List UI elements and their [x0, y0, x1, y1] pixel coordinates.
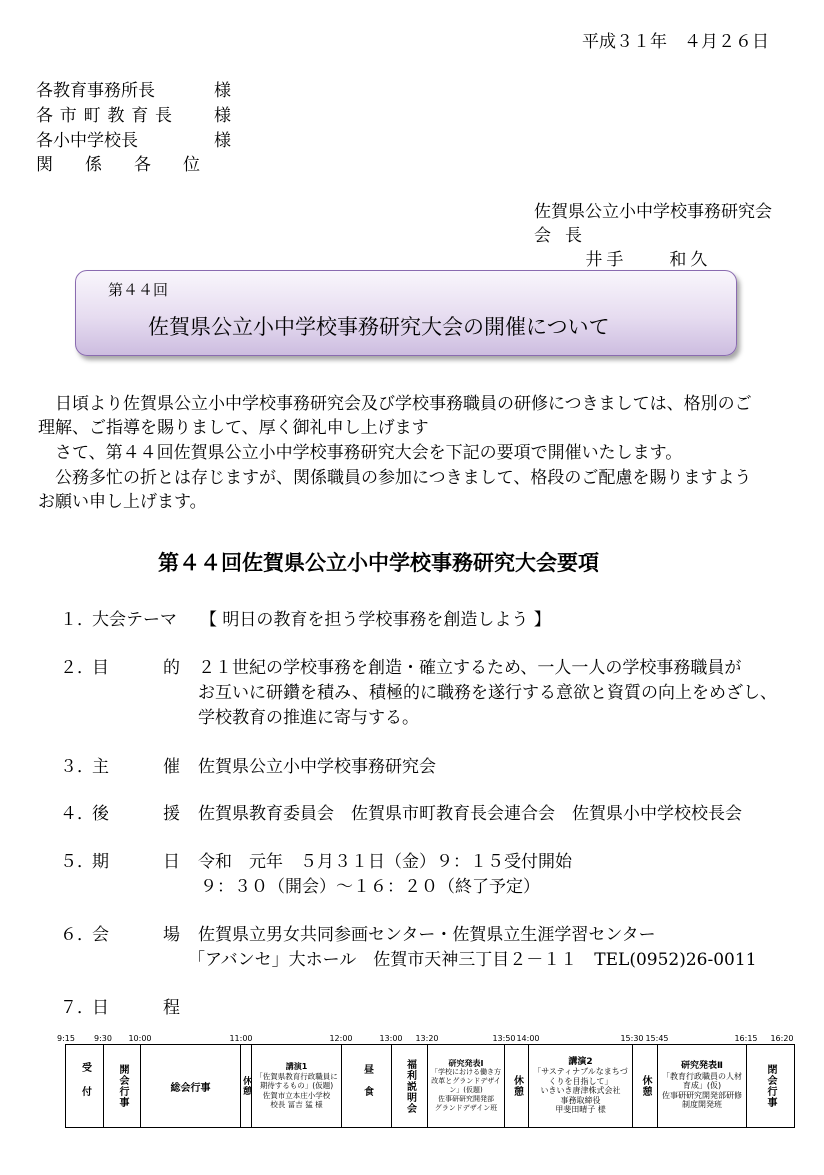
item-text: 令和 元年 ５月３１日（金）９：１５受付開始 — [198, 852, 572, 872]
body-line: 理解、ご指導を賜りまして、厚く御礼申し上げます — [38, 418, 429, 438]
cell-line: 甲斐田晴子 様 — [555, 1105, 606, 1114]
cell-text: 休憩 — [241, 1076, 251, 1096]
cell-line: 佐事研研究開発部研修制度開発班 — [662, 1090, 742, 1110]
recipient-suffix: 様 — [214, 131, 231, 151]
time-label: 10:00 — [128, 1034, 152, 1043]
schedule-cell-reception — [66, 1045, 104, 1127]
title-box — [75, 270, 737, 356]
item-number: ３． — [60, 757, 94, 777]
item-label: 期 日 — [92, 852, 180, 872]
schedule-cell-opening — [104, 1045, 141, 1127]
cell-text: 閉会行事 — [765, 1064, 776, 1108]
cell-text: 昼食 — [361, 1064, 373, 1108]
sender-name: 井手 和久 — [585, 250, 712, 270]
cell-text: 休憩 — [640, 1075, 651, 1097]
sender-line — [534, 224, 711, 272]
cell-text: 休憩 — [511, 1075, 523, 1097]
time-label: 13:00 — [379, 1034, 403, 1043]
body-line: 公務多忙の折とは存じますが、関係職員の参加につきまして、格段のご配慮を賜りますよう — [38, 468, 752, 488]
time-label: 9:30 — [94, 1034, 112, 1043]
item-number: ２． — [60, 658, 94, 678]
cell-line: 校長 冨吉 猛 様 — [270, 1100, 323, 1110]
outline-title: 第４４回佐賀県公立小中学校事務研究大会要項 — [158, 551, 599, 575]
cell-block — [658, 1062, 746, 1110]
cell-block — [428, 1059, 504, 1113]
recipient-suffix: 様 — [214, 106, 231, 126]
item-text: 佐賀県公立小中学校事務研究会 — [198, 757, 436, 777]
event-number: 第４４回 — [108, 281, 169, 299]
recipient-name: 各小中学校長 — [36, 131, 138, 151]
item-text: お互いに研鑽を積み、積極的に職務を遂行する意欲と資質の向上をめざし、 — [198, 683, 778, 703]
cell-line: 「学校における働き方改革とグランドデザイン」(仮題) — [431, 1068, 501, 1094]
cell-head: 研究発表Ⅱ — [681, 1061, 723, 1072]
item-text: 佐賀県教育委員会 佐賀県市町教育長会連合会 佐賀県小中学校校長会 — [198, 804, 742, 824]
item-label: 目 的 — [92, 658, 180, 678]
cell-text: 開会行事 — [117, 1064, 128, 1108]
time-label: 11:00 — [229, 1034, 253, 1043]
time-label: 16:15 — [734, 1034, 758, 1043]
cell-block — [252, 1062, 341, 1110]
schedule-cell-closing — [747, 1045, 793, 1127]
document-date: 平成３１年 ４月２６日 — [582, 32, 769, 52]
time-label: 15:45 — [645, 1034, 669, 1043]
schedule-cell-research-1 — [428, 1045, 505, 1127]
schedule-cell-lecture-1 — [252, 1045, 342, 1127]
schedule-cell-lunch — [342, 1045, 392, 1127]
item-number: ７． — [60, 998, 94, 1018]
item-number: ５． — [60, 852, 94, 872]
recipient-name: 各教育事務所長 — [36, 81, 155, 101]
schedule-cell-research-2 — [658, 1045, 747, 1127]
cell-block — [529, 1058, 632, 1115]
cell-head: 講演2 — [568, 1056, 593, 1067]
item-text: ２１世紀の学校事務を創造・確立するため、一人一人の学校事務職員が — [198, 658, 742, 678]
event-title: 佐賀県公立小中学校事務研究大会の開催について — [148, 315, 610, 339]
item-label: 主 催 — [92, 757, 180, 777]
item-label: 会 場 — [92, 925, 180, 945]
cell-head: 研究発表Ⅰ — [448, 1059, 484, 1068]
item-text: 【 明日の教育を担う学校事務を創造しよう 】 — [200, 610, 551, 630]
cell-line: 「佐賀県教育行政職員に期待するもの」(仮題) — [255, 1071, 338, 1091]
time-label: 9:15 — [57, 1034, 75, 1043]
cell-line: いきいき唐津株式会社 — [540, 1086, 621, 1095]
item-text: 学校教育の推進に寄与する。 — [198, 708, 419, 728]
item-label: 後 援 — [92, 804, 180, 824]
schedule-cell-break — [633, 1045, 658, 1127]
schedule-cell-break — [241, 1045, 252, 1127]
item-label: 日 程 — [92, 998, 180, 1018]
item-text: 「アバンセ」大ホール 佐賀市天神三丁目２－１１ TEL(0952)26-0011 — [188, 950, 757, 970]
recipient-name: 各 市 町 教 育 長 — [36, 106, 172, 126]
sender-org: 佐賀県公立小中学校事務研究会 — [534, 202, 772, 222]
cell-line: グランドデザイン班 — [434, 1104, 498, 1112]
cell-head: 講演1 — [285, 1062, 308, 1072]
cell-line: 佐事研研究開発部 — [438, 1095, 494, 1103]
cell-line: 事務取締役 — [560, 1095, 601, 1105]
schedule-cell-general-meeting — [141, 1045, 241, 1127]
time-label: 15:30 — [620, 1034, 644, 1043]
item-text: ９：３０（開会）～１６：２０（終了予定） — [200, 877, 540, 897]
schedule-cell-welfare — [392, 1045, 428, 1127]
time-label: 14:00 — [516, 1034, 540, 1043]
body-line: お願い申し上げます。 — [38, 492, 207, 512]
body-line: 日頃より佐賀県公立小中学校事務研究会及び学校事務職員の研修につきましては、格別のご — [38, 394, 752, 414]
item-number: １． — [60, 610, 94, 630]
time-label: 16:20 — [770, 1034, 794, 1043]
item-number: ６． — [60, 925, 94, 945]
cell-line: 佐賀市立本庄小学校 — [262, 1090, 331, 1100]
time-label: 13:50 — [492, 1034, 516, 1043]
time-label: 13:20 — [415, 1034, 439, 1043]
cell-line: 「教育行政職員の人材育成」(仮) — [662, 1071, 742, 1091]
cell-text: 福利説明会 — [404, 1058, 416, 1114]
cell-line: 「サスティナブルなまちづくりを目指して」 — [533, 1067, 628, 1086]
schedule-cell-break — [505, 1045, 529, 1127]
schedule-cell-lecture-2 — [529, 1045, 633, 1127]
cell-text: 受付 — [79, 1062, 91, 1110]
body-line: さて、第４４回佐賀県公立小中学校事務研究大会を下記の要項で開催いたします。 — [38, 443, 683, 463]
recipient-name: 関 係 各 位 — [36, 155, 200, 175]
cell-text: 総会行事 — [170, 1082, 211, 1094]
item-number: ４． — [60, 804, 94, 824]
time-label: 12:00 — [329, 1034, 353, 1043]
item-label: 大会テーマ — [92, 610, 177, 630]
schedule-table — [65, 1044, 795, 1128]
item-text: 佐賀県立男女共同参画センター・佐賀県立生涯学習センター — [198, 925, 656, 945]
sender-title: 会 長 — [534, 226, 582, 246]
recipient-suffix: 様 — [214, 81, 231, 101]
